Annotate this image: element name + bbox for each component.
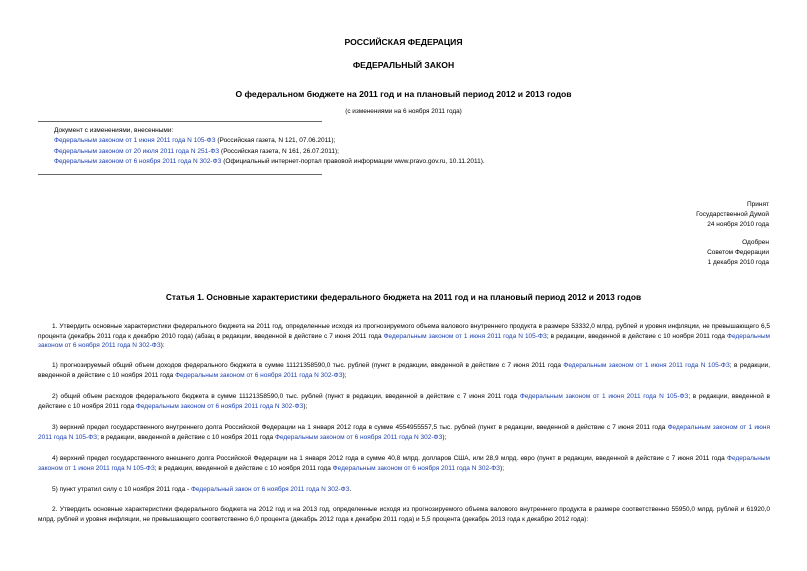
edits-intro: Документ с изменениями, внесенными:: [54, 127, 174, 134]
edit-item: [54, 136, 754, 146]
amendment-link[interactable]: Федеральным законом от 1 июня 2011 года N 105-ФЗ: [38, 424, 770, 441]
accepted-block: [696, 200, 769, 230]
edits-block: [54, 126, 754, 168]
amendment-link[interactable]: Федеральным законом от 6 ноября 2011 года N 302-ФЗ: [175, 371, 343, 379]
accepted-date: 24 ноября 2010 года: [707, 221, 769, 228]
edit-source: (Официальный интернет-портал правовой информации www.pravo.gov.ru, 10.11.2011).: [221, 158, 485, 166]
edit-source: (Российская газета, N 121, 07.06.2011);: [215, 137, 336, 145]
paragraph: 2. Утвердить основные характеристики федерального бюджета на 2012 год и на 2013 год, определенные исходя из прогнозируемого объема валового внутреннего продукта в размере соответственно 55950,0 млрд. рублей и 61920,0 млрд. рублей и уровня инфляции, не превышающего соответственно 6,0 процента (декабрь 2012 года к декабрю 2011 года) и 5,5 процента (декабрь 2013 года к декабрю 2012 года):: [38, 506, 770, 523]
approved-date: 1 декабря 2010 года: [707, 259, 769, 266]
amendment-link[interactable]: Федеральным законом от 6 ноября 2011 года N 302-ФЗ: [332, 464, 501, 472]
paragraph: 3) верхний предел государственного внутреннего долга Российской Федерации на 1 января 2012 года в сумме 4554955557,5 тыс. рублей (пункт в редакции, введенной в действие с 7 июня 2011 года Федеральным законом от 1 июня 2011 года N 105-ФЗ; в редакции, введенной в действие с 10 ноября 2011 года Федеральным законом от 6 ноября 2011 года N 302-ФЗ);: [38, 424, 770, 441]
amendment-link[interactable]: Федеральным законом от 1 июня 2011 года N 105-ФЗ: [383, 332, 547, 340]
amendment-link[interactable]: Федеральным законом от 20 июля 2011 года N 251-ФЗ: [54, 147, 220, 155]
article-title: Статья 1. Основные характеристики федерального бюджета на 2011 год и на плановый период 2012 и 2013 годов: [165, 292, 642, 302]
amendment-link[interactable]: Федеральный закон от 6 ноября 2011 года N 302-ФЗ: [190, 486, 350, 493]
edits-top-rule: [38, 121, 322, 122]
paragraph: 1) прогнозируемый общий объем доходов федерального бюджета в сумме 11121358590,0 тыс. рублей (пункт в редакции, введенной в действие с 7 июня 2011 года Федеральным законом от 1 июня 2011 года N 105-ФЗ; в редакции, введенной в действие с 10 ноября 2011 года Федеральным законом от 6 ноября 2011 года N 302-ФЗ);: [38, 362, 771, 379]
country-heading: РОССИЙСКАЯ ФЕДЕРАЦИЯ: [344, 37, 463, 47]
edits-bottom-rule: [38, 174, 322, 175]
paragraph: 4) верхний предел государственного внешнего долга Российской Федерации на 1 января 2012 года в сумме 40,8 млрд. долларов США, или 28,9 млрд. евро (пункт в редакции, введенной в действие с 7 июня 2011 года Федеральным законом от 1 июня 2011 года N 105-ФЗ; в редакции, введенной в действие с 10 ноября 2011 года Федеральным законом от 6 ноября 2011 года N 302-ФЗ);: [38, 455, 770, 472]
accepted-label: Принят: [746, 201, 769, 208]
approved-block: [707, 238, 769, 268]
paragraph: 2) общий объем расходов федерального бюджета в сумме 11121358590,0 тыс. рублей (пункт в редакции, введенной в действие с 7 июня 2011 года Федеральным законом от 1 июня 2011 года N 105-ФЗ; в редакции, введенной в действие с 10 ноября 2011 года Федеральным законом от 6 ноября 2011 года N 302-ФЗ);: [38, 393, 771, 410]
approved-body: Советом Федерации: [707, 249, 769, 256]
amendment-link[interactable]: Федеральным законом от 6 ноября 2011 года N 302-ФЗ: [54, 158, 222, 166]
approved-label: Одобрен: [742, 239, 769, 246]
amendment-link[interactable]: Федеральным законом от 6 ноября 2011 года N 302-ФЗ: [135, 402, 304, 410]
paragraph: 5) пункт утратил силу с 10 ноября 2011 года - Федеральный закон от 6 ноября 2011 года N 302-ФЗ.: [52, 486, 352, 493]
amendment-link[interactable]: Федеральным законом от 6 ноября 2011 года N 302-ФЗ: [38, 332, 770, 350]
accepted-body: Государственной Думой: [696, 211, 769, 218]
doc-type-heading: ФЕДЕРАЛЬНЫЙ ЗАКОН: [352, 60, 455, 70]
law-title: О федеральном бюджете на 2011 год и на плановый период 2012 и 2013 годов: [235, 89, 572, 99]
amendment-link[interactable]: Федеральным законом от 1 июня 2011 года N 105-ФЗ: [38, 455, 770, 472]
paragraph: 1. Утвердить основные характеристики федерального бюджета на 2011 год, определенные исходя из прогнозируемого объема валового внутреннего продукта в размере 53332,0 млрд. рублей и уровня инфляции, не превышающего 6,5 процента (декабрь 2011 года к декабрю 2010 года) (абзац в редакции, введенной в действие с 7 июня 2011 года Федеральным законом от 1 июня 2011 года N 105-ФЗ; в редакции, введенной в действие с 10 ноября 2011 года Федеральным законом от 6 ноября 2011 года N 302-ФЗ):: [38, 323, 770, 350]
edit-item: [54, 147, 754, 157]
edit-source: (Российская газета, N 161, 26.07.2011);: [219, 147, 339, 155]
law-subtitle: (с изменениями на 6 ноября 2011 года): [345, 108, 462, 115]
amendment-link[interactable]: Федеральным законом от 6 ноября 2011 года N 302-ФЗ: [274, 433, 443, 441]
amendment-link[interactable]: Федеральным законом от 1 июня 2011 года N 105-ФЗ: [563, 362, 730, 369]
edit-item: [54, 157, 754, 167]
amendment-link[interactable]: Федеральным законом от 1 июня 2011 года N 105-ФЗ: [519, 393, 689, 400]
amendment-link[interactable]: Федеральным законом от 1 июня 2011 года N 105-ФЗ: [54, 137, 216, 145]
